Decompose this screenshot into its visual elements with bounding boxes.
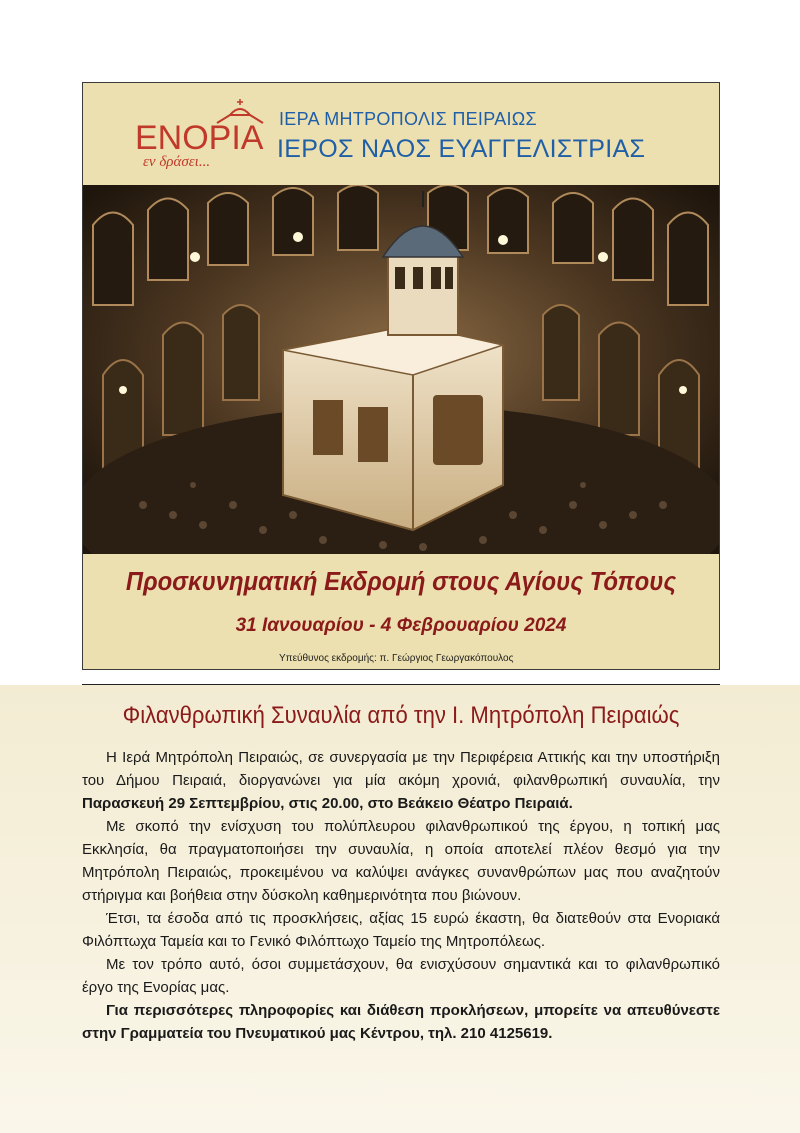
section-divider bbox=[82, 684, 720, 685]
enoria-logo bbox=[135, 99, 263, 175]
article-title: Φιλανθρωπική Συναυλία από την Ι. Μητρόπολη Πειραιώς bbox=[122, 702, 680, 729]
church-header: ΙΕΡΟΣ ΝΑΟΣ ΕΥΑΓΓΕΛΙΣΤΡΙΑΣ bbox=[277, 135, 646, 163]
concert-date-venue: Παρασκευή 29 Σεπτεμβρίου, στις 20.00, στο Βεάκειο Θέατρο Πειραιά. bbox=[82, 795, 573, 812]
trip-leader: Υπεύθυνος εκδρομής: π. Γεώργιος Γεωργακόπουλος bbox=[279, 653, 514, 664]
pilgrimage-title: Προσκυνηματική Εκδρομή στους Αγίους Τόπους bbox=[125, 566, 677, 596]
article-paragraph-3: Έτσι, τα έσοδα από τις προσκλήσεις, αξίας 15 ευρώ έκαστη, θα διατεθούν στα Ενοριακά Φιλόπτωχα Ταμεία και το Γενικό Φιλόπτωχο Ταμείο της Μητροπόλεως. bbox=[82, 910, 720, 950]
contact-details: Για περισσότερες πληροφορίες και διάθεση προκλήσεων, μπορείτε να απευθύνεστε στην Γραμματεία του Πνευματικού μας Κέντρου, τηλ. 210 4125619. bbox=[82, 1002, 720, 1042]
holy-sepulchre-photo bbox=[83, 185, 719, 554]
article-paragraph-4: Με τον τρόπο αυτό, όσοι συμμετάσχουν, θα ενισχύσουν σημαντικά και το φιλανθρωπικό έργο της Ενορίας μας. bbox=[82, 956, 720, 996]
article-body bbox=[82, 746, 720, 1045]
logo-tagline: εν δράσει... bbox=[143, 154, 211, 170]
metropolis-header: ΙΕΡΑ ΜΗΤΡΟΠΟΛΙΣ ΠΕΙΡΑΙΩΣ bbox=[279, 109, 537, 129]
paragraph-1-text: Η Ιερά Μητρόπολη Πειραιώς, σε συνεργασία με την Περιφέρεια Αττικής και την υποστήριξη του Δήμου Πειραιά, διοργανώνει για μία ακόμη χρονιά, φιλανθρωπική συναυλία, την bbox=[82, 749, 720, 789]
article-paragraph-2: Με σκοπό την ενίσχυση του πολύπλευρου φιλανθρωπικού της έργου, η τοπική μας Εκκλησία, θα πραγματοποιήσει την συναυλία, η οποία αποτελεί πλέον θεσμό για την Μητρόπολη Πειραιώς, προκειμένου να καλύψει ανάγκες συνανθρώπων μας που αναζητούν στήριγμα και βοήθεια στην δύσκολη καθημερινότητα που βιώνουν. bbox=[82, 818, 720, 904]
article-paragraph-1 bbox=[82, 746, 720, 815]
pilgrimage-dates: 31 Ιανουαρίου - 4 Φεβρουαρίου 2024 bbox=[235, 615, 567, 636]
logo-wordmark: ΕΝΟΡΙΑ bbox=[135, 119, 264, 157]
article-contact-info bbox=[82, 999, 720, 1045]
pilgrimage-flyer bbox=[82, 82, 720, 670]
